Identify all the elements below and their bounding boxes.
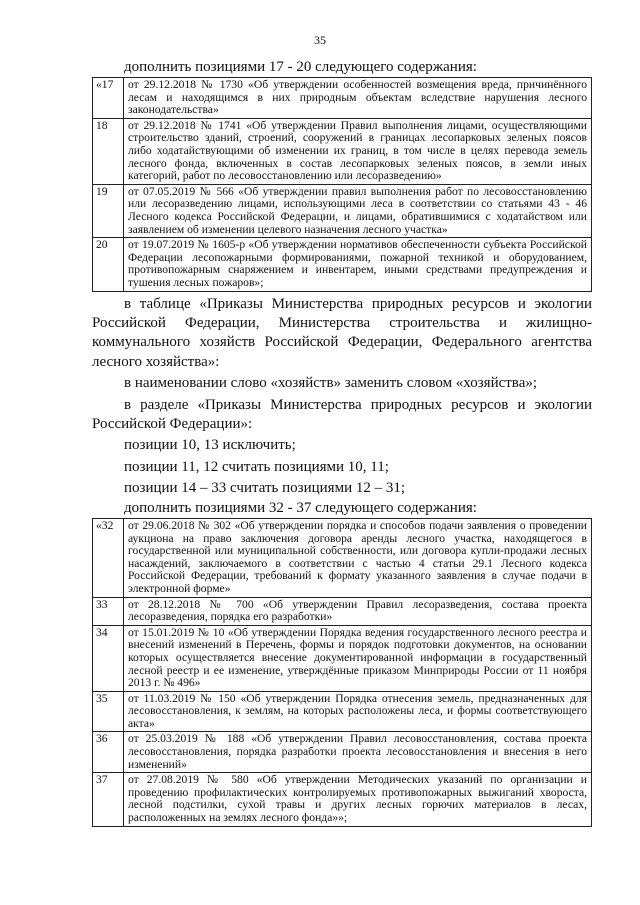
position-text: от 29.12.2018 № 1741 «Об утверждении Правил выполнения лицами, осуществляющими строительство зданий, строений, сооружений в границах лесопарковых зеленых поясов либо ходатайствующими об изменении их границ, в том числе в целях перевода земель лесного фонда, включенных в состав лесопарковых зеленых поясов, в земли иных категорий, работ по лесовосстановлению или лесоразведению» xyxy=(124,118,592,184)
position-text: от 15.01.2019 № 10 «Об утверждении Порядка ведения государственного лесного реестра и внесений изменений в Перечень, формы и порядок подготовки документов, на основании которых осуществляется внесение документированной информации в государственный лесной реестр и ее изменение, утверждённые приказом Минприроды России от 11 ноября 2013 г. № 496» xyxy=(124,625,592,691)
positions-table-32-37 xyxy=(92,518,592,827)
position-number: 33 xyxy=(93,597,124,625)
position-text: от 25.03.2019 № 188 «Об утверждении Правил лесовосстановления, состава проекта лесовосстановления, порядка разработки проекта лесовосстановления и внесения в него изменений» xyxy=(124,732,592,773)
intro-positions-17-20: дополнить позициями 17 - 20 следующего содержания: xyxy=(124,59,477,75)
table-row xyxy=(93,773,592,826)
position-number: «17 xyxy=(93,78,124,119)
position-text: от 19.07.2019 № 1605-р «Об утверждении нормативов обеспеченности субъекта Российской Федерации лесопожарными формированиями, пожарной техникой и оборудованием, противопожарным снаряжением и инвентарем, иными средствами предупреждения и тушения лесных пожаров»; xyxy=(124,238,592,291)
page-number: 35 xyxy=(314,33,326,47)
table-row xyxy=(93,184,592,237)
table-row xyxy=(93,78,592,119)
table-row xyxy=(93,625,592,691)
position-text: от 29.06.2018 № 302 «Об утверждении порядка и способов подачи заявления о проведении аукциона на право заключения договора аренды лесного участка, находящегося в государственной или муниципальной собственности, или договора купли-продажи лесных насаждений, заключаемого в соответствии с частью 4 статьи 29.1 Лесного кодекса Российской Федерации, требований к формату указанного заявления в случае подачи в электронной форме» xyxy=(124,518,592,597)
position-text: от 11.03.2019 № 150 «Об утверждении Порядка отнесения земель, предназначенных для лесовосстановления, к землям, на которых расположены леса, и формы соответствующего акта» xyxy=(124,691,592,732)
position-number: 19 xyxy=(93,184,124,237)
position-number: «32 xyxy=(93,518,124,597)
position-number: 37 xyxy=(93,773,124,826)
document-body xyxy=(92,58,592,827)
position-number: 18 xyxy=(93,118,124,184)
position-text: от 29.12.2018 № 1730 «Об утверждении особенностей возмещения вреда, причинённого лесам и находящимся в них природным объектам вследствие нарушения лесного законодательства» xyxy=(124,78,592,119)
position-text: от 28.12.2018 № 700 «Об утверждении Правил лесоразведения, состава проекта лесоразведения, порядка его разработки» xyxy=(124,597,592,625)
line-renumber-14-33: позиции 14 – 33 считать позициями 12 – 31; xyxy=(124,480,406,497)
table-row xyxy=(93,597,592,625)
intro-positions-32-37: дополнить позициями 32 - 37 следующего содержания: xyxy=(124,499,477,516)
position-number: 34 xyxy=(93,625,124,691)
position-number: 35 xyxy=(93,691,124,732)
table-row xyxy=(93,691,592,732)
table-row xyxy=(93,732,592,773)
line-renumber-11-12: позиции 11, 12 считать позициями 10, 11; xyxy=(124,458,389,475)
paragraph-table-orders: в таблице «Приказы Министерства природных ресурсов и экологии Российской Федерации, Министерства строительства и жилищно-коммунального хозяйств Российской Федерации, Федерального агентства лесного хозяйства»: xyxy=(92,295,592,370)
position-number: 36 xyxy=(93,732,124,773)
table-row xyxy=(93,238,592,291)
positions-table-17-20 xyxy=(92,77,592,292)
paragraph-section: в разделе «Приказы Министерства природных ресурсов и экологии Российской Федерации»: xyxy=(92,396,592,432)
table-row xyxy=(93,118,592,184)
position-number: 20 xyxy=(93,238,124,291)
position-text: от 07.05.2019 № 566 «Об утверждении правил выполнения работ по лесовосстановлению или лесоразведению лицами, использующими леса в соответствии со статьями 43 - 46 Лесного кодекса Российской Федерации, и лицами, обратившимися с ходатайством или заявлением об изменении целевого назначения лесного участка» xyxy=(124,184,592,237)
position-text: от 27.08.2019 № 580 «Об утверждении Методических указаний по организации и проведению профилактических контролируемых противопожарных выжиганий хвороста, лесной подстилки, сухой травы и других лесных горючих материалов в лесах, расположенных на землях лесного фонда»»; xyxy=(124,773,592,826)
table-row xyxy=(93,518,592,597)
line-exclude: позиции 10, 13 исключить; xyxy=(124,437,296,454)
paragraph-rename: в наименовании слово «хозяйств» заменить словом «хозяйства»; xyxy=(124,375,538,392)
